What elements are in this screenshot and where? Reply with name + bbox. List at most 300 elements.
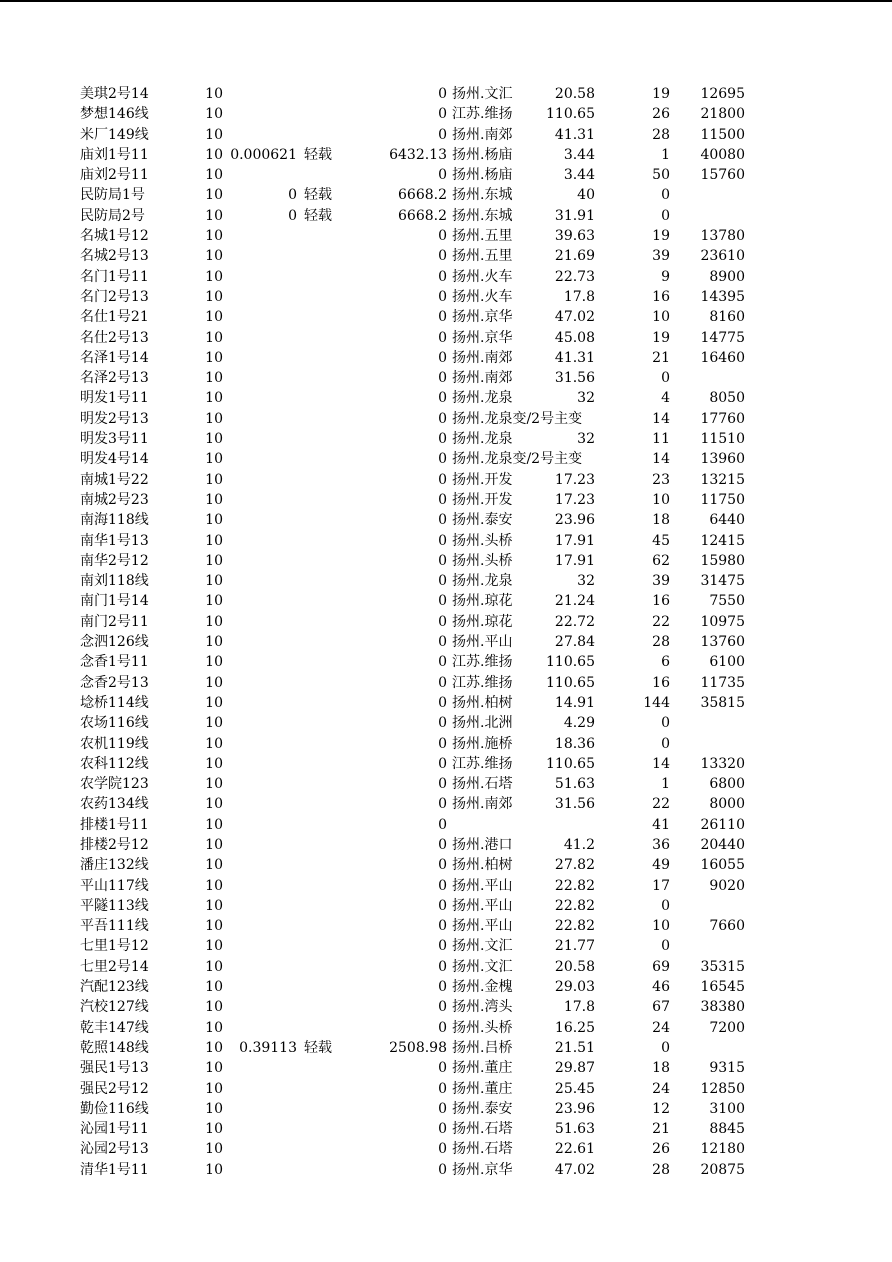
feeder-name-cell[interactable]: 名仕2号13	[80, 329, 149, 346]
substation-cell[interactable]: 扬州.京华	[452, 309, 513, 326]
voltage-cell[interactable]: 10	[205, 471, 223, 488]
capacity-cell[interactable]: 23610	[700, 248, 745, 265]
transformer-count-cell[interactable]: 45	[652, 532, 670, 549]
voltage-cell[interactable]: 10	[205, 248, 223, 265]
capacity-cell[interactable]: 8000	[709, 796, 745, 813]
voltage-cell[interactable]: 10	[205, 715, 223, 732]
line-length-cell[interactable]: 39.63	[554, 228, 595, 245]
transformer-count-cell[interactable]: 19	[652, 86, 670, 102]
substation-cell[interactable]: 扬州.平山	[452, 897, 513, 914]
line-length-cell[interactable]: 51.63	[554, 1121, 595, 1138]
capacity-cell[interactable]: 10975	[700, 613, 745, 630]
voltage-cell[interactable]: 10	[205, 268, 223, 285]
transformer-count-cell[interactable]: 16	[652, 288, 670, 305]
capacity-cell[interactable]: 20875	[700, 1161, 745, 1178]
feeder-name-cell[interactable]: 平吾111线	[80, 918, 149, 935]
voltage-cell[interactable]: 10	[205, 410, 223, 427]
line-length-cell[interactable]: 110.65	[546, 654, 595, 671]
load-rate-cell[interactable]: 0.39113	[239, 1039, 297, 1056]
substation-cell[interactable]: 扬州.南郊	[452, 126, 513, 143]
voltage-cell[interactable]: 10	[205, 979, 223, 996]
capacity-cell[interactable]: 31475	[700, 573, 745, 590]
load-value-cell[interactable]: 0	[438, 268, 447, 285]
voltage-cell[interactable]: 10	[205, 694, 223, 711]
feeder-name-cell[interactable]: 勤俭116线	[80, 1100, 149, 1117]
load-value-cell[interactable]: 0	[438, 288, 447, 305]
load-value-cell[interactable]: 0	[438, 349, 447, 366]
capacity-cell[interactable]: 13780	[700, 228, 745, 245]
load-value-cell[interactable]: 0	[438, 167, 447, 184]
line-length-cell[interactable]: 17.23	[554, 471, 595, 488]
voltage-cell[interactable]: 10	[205, 1019, 223, 1036]
feeder-name-cell[interactable]: 南城1号22	[80, 471, 149, 488]
capacity-cell[interactable]: 13320	[700, 755, 745, 772]
line-length-cell[interactable]: 51.63	[554, 776, 595, 793]
load-status-cell[interactable]: 轻载	[304, 187, 332, 204]
substation-cell[interactable]: 扬州.东城	[452, 207, 513, 224]
transformer-count-cell[interactable]: 46	[652, 979, 670, 996]
substation-cell[interactable]: 扬州.南郊	[452, 796, 513, 813]
transformer-count-cell[interactable]: 26	[652, 1141, 670, 1158]
load-value-cell[interactable]: 0	[438, 877, 447, 894]
transformer-count-cell[interactable]: 14	[652, 755, 670, 772]
load-value-cell[interactable]: 0	[438, 86, 447, 102]
line-length-cell[interactable]: 25.45	[554, 1080, 595, 1097]
substation-cell[interactable]: 扬州.金槐	[452, 979, 513, 996]
feeder-name-cell[interactable]: 名城1号12	[80, 228, 149, 245]
capacity-cell[interactable]: 26110	[700, 816, 745, 833]
substation-cell[interactable]: 扬州.头桥	[452, 1019, 513, 1036]
feeder-name-cell[interactable]: 南华2号12	[80, 552, 149, 569]
line-length-cell[interactable]: 110.65	[546, 755, 595, 772]
transformer-count-cell[interactable]: 1	[661, 776, 670, 793]
voltage-cell[interactable]: 10	[205, 999, 223, 1016]
load-value-cell[interactable]: 0	[438, 370, 447, 387]
voltage-cell[interactable]: 10	[205, 288, 223, 305]
transformer-count-cell[interactable]: 18	[652, 512, 670, 529]
voltage-cell[interactable]: 10	[205, 674, 223, 691]
substation-cell[interactable]: 扬州.龙泉	[452, 390, 513, 407]
substation-cell[interactable]: 扬州.港口	[452, 836, 513, 853]
transformer-count-cell[interactable]: 39	[652, 573, 670, 590]
capacity-cell[interactable]: 14775	[700, 329, 745, 346]
voltage-cell[interactable]: 10	[205, 836, 223, 853]
line-length-cell[interactable]: 41.2	[563, 836, 595, 853]
load-value-cell[interactable]: 0	[438, 715, 447, 732]
line-length-cell[interactable]: 18.36	[554, 735, 595, 752]
load-value-cell[interactable]: 2508.98	[389, 1039, 447, 1056]
load-value-cell[interactable]: 0	[438, 471, 447, 488]
line-length-cell[interactable]: 17.23	[554, 491, 595, 508]
voltage-cell[interactable]: 10	[205, 877, 223, 894]
line-length-cell[interactable]: 29.87	[554, 1060, 595, 1077]
voltage-cell[interactable]: 10	[205, 126, 223, 143]
voltage-cell[interactable]: 10	[205, 1121, 223, 1138]
feeder-name-cell[interactable]: 名泽1号14	[80, 349, 149, 366]
line-length-cell[interactable]: 32	[577, 390, 595, 407]
substation-cell[interactable]: 扬州.石塔	[452, 1141, 513, 1158]
line-length-cell[interactable]: 23.96	[554, 1100, 595, 1117]
line-length-cell[interactable]: 22.82	[554, 877, 595, 894]
line-length-cell[interactable]: 17.91	[554, 532, 595, 549]
load-value-cell[interactable]: 0	[438, 1080, 447, 1097]
load-value-cell[interactable]: 0	[438, 897, 447, 914]
feeder-name-cell[interactable]: 明发1号11	[80, 390, 149, 407]
line-length-cell[interactable]: 22.72	[554, 613, 595, 630]
load-value-cell[interactable]: 0	[438, 248, 447, 265]
load-value-cell[interactable]: 0	[438, 309, 447, 326]
substation-cell[interactable]: 扬州.文汇	[452, 958, 513, 975]
line-length-cell[interactable]: 16.25	[554, 1019, 595, 1036]
line-length-cell[interactable]: 3.44	[563, 167, 595, 184]
substation-cell[interactable]: 江苏.维扬	[452, 106, 513, 123]
feeder-name-cell[interactable]: 农科112线	[80, 755, 149, 772]
load-value-cell[interactable]: 0	[438, 938, 447, 955]
capacity-cell[interactable]: 9315	[709, 1060, 745, 1077]
load-value-cell[interactable]: 0	[438, 979, 447, 996]
voltage-cell[interactable]: 10	[205, 1100, 223, 1117]
capacity-cell[interactable]: 12180	[700, 1141, 745, 1158]
capacity-cell[interactable]: 8900	[709, 268, 745, 285]
feeder-name-cell[interactable]: 南刘118线	[80, 573, 149, 590]
load-value-cell[interactable]: 6668.2	[398, 187, 447, 204]
capacity-cell[interactable]: 15760	[700, 167, 745, 184]
line-length-cell[interactable]: 22.73	[554, 268, 595, 285]
voltage-cell[interactable]: 10	[205, 654, 223, 671]
line-length-cell[interactable]: 17.8	[563, 288, 595, 305]
feeder-name-cell[interactable]: 农学院123	[80, 776, 149, 793]
voltage-cell[interactable]: 10	[205, 106, 223, 123]
voltage-cell[interactable]: 10	[205, 938, 223, 955]
capacity-cell[interactable]: 8050	[709, 390, 745, 407]
load-value-cell[interactable]: 0	[438, 228, 447, 245]
substation-cell[interactable]: 扬州.湾头	[452, 999, 513, 1016]
substation-cell[interactable]: 扬州.头桥	[452, 532, 513, 549]
feeder-name-cell[interactable]: 明发2号13	[80, 410, 149, 427]
load-value-cell[interactable]: 0	[438, 512, 447, 529]
transformer-count-cell[interactable]: 28	[652, 126, 670, 143]
load-value-cell[interactable]: 0	[438, 654, 447, 671]
transformer-count-cell[interactable]: 21	[652, 349, 670, 366]
capacity-cell[interactable]: 7550	[709, 593, 745, 610]
line-length-cell[interactable]: 27.82	[554, 857, 595, 874]
line-length-cell[interactable]: 110.65	[546, 674, 595, 691]
line-length-cell[interactable]: 31.56	[554, 796, 595, 813]
substation-cell[interactable]: 扬州.开发	[452, 491, 513, 508]
capacity-cell[interactable]: 35815	[700, 694, 745, 711]
load-value-cell[interactable]: 0	[438, 390, 447, 407]
line-length-cell[interactable]: 27.84	[554, 634, 595, 651]
substation-cell[interactable]: 扬州.琼花	[452, 613, 513, 630]
feeder-name-cell[interactable]: 南海118线	[80, 512, 149, 529]
transformer-count-cell[interactable]: 36	[652, 836, 670, 853]
capacity-cell[interactable]: 13960	[700, 451, 745, 468]
transformer-count-cell[interactable]: 14	[652, 410, 670, 427]
line-length-cell[interactable]: 21.24	[554, 593, 595, 610]
voltage-cell[interactable]: 10	[205, 897, 223, 914]
substation-cell[interactable]: 扬州.东城	[452, 187, 513, 204]
voltage-cell[interactable]: 10	[205, 349, 223, 366]
line-length-cell[interactable]: 17.8	[563, 999, 595, 1016]
transformer-count-cell[interactable]: 9	[661, 268, 670, 285]
feeder-name-cell[interactable]: 强民1号13	[80, 1060, 149, 1077]
line-length-cell[interactable]: 21.77	[554, 938, 595, 955]
feeder-name-cell[interactable]: 平山117线	[80, 877, 149, 894]
feeder-name-cell[interactable]: 沁园1号11	[80, 1121, 149, 1138]
feeder-name-cell[interactable]: 强民2号12	[80, 1080, 149, 1097]
voltage-cell[interactable]: 10	[205, 816, 223, 833]
voltage-cell[interactable]: 10	[205, 228, 223, 245]
feeder-name-cell[interactable]: 南门1号14	[80, 593, 149, 610]
substation-cell[interactable]: 扬州.施桥	[452, 735, 513, 752]
voltage-cell[interactable]: 10	[205, 755, 223, 772]
line-length-cell[interactable]: 22.82	[554, 918, 595, 935]
feeder-name-cell[interactable]: 七里2号14	[80, 958, 149, 975]
feeder-name-cell[interactable]: 清华1号11	[80, 1161, 149, 1178]
capacity-cell[interactable]: 15980	[700, 552, 745, 569]
line-length-cell[interactable]: 31.91	[554, 207, 595, 224]
substation-cell[interactable]: 扬州.京华	[452, 1161, 513, 1178]
voltage-cell[interactable]: 10	[205, 1141, 223, 1158]
line-length-cell[interactable]: 47.02	[554, 1161, 595, 1178]
load-value-cell[interactable]: 0	[438, 918, 447, 935]
capacity-cell[interactable]: 6440	[709, 512, 745, 529]
load-value-cell[interactable]: 0	[438, 1100, 447, 1117]
transformer-count-cell[interactable]: 19	[652, 329, 670, 346]
voltage-cell[interactable]: 10	[205, 552, 223, 569]
transformer-count-cell[interactable]: 17	[652, 877, 670, 894]
substation-cell[interactable]: 扬州.开发	[452, 471, 513, 488]
feeder-name-cell[interactable]: 名门2号13	[80, 288, 149, 305]
load-value-cell[interactable]: 0	[438, 816, 447, 833]
line-length-cell[interactable]: 21.69	[554, 248, 595, 265]
load-value-cell[interactable]: 0	[438, 634, 447, 651]
substation-cell[interactable]: 扬州.文汇	[452, 86, 513, 102]
load-value-cell[interactable]: 6432.13	[389, 146, 447, 163]
transformer-count-cell[interactable]: 0	[661, 897, 670, 914]
load-status-cell[interactable]: 轻载	[304, 207, 332, 224]
capacity-cell[interactable]: 16055	[700, 857, 745, 874]
feeder-name-cell[interactable]: 米厂149线	[80, 126, 149, 143]
line-length-cell[interactable]: 32	[577, 573, 595, 590]
feeder-name-cell[interactable]: 念香1号11	[80, 654, 149, 671]
transformer-count-cell[interactable]: 50	[652, 167, 670, 184]
line-length-cell[interactable]: 45.08	[554, 329, 595, 346]
feeder-name-cell[interactable]: 埝桥114线	[80, 694, 149, 711]
voltage-cell[interactable]: 10	[205, 1080, 223, 1097]
transformer-count-cell[interactable]: 69	[652, 958, 670, 975]
voltage-cell[interactable]: 10	[205, 593, 223, 610]
substation-cell[interactable]: 扬州.柏树	[452, 694, 513, 711]
substation-cell[interactable]: 扬州.头桥	[452, 552, 513, 569]
transformer-count-cell[interactable]: 24	[652, 1019, 670, 1036]
substation-cell[interactable]: 扬州.龙泉	[452, 573, 513, 590]
capacity-cell[interactable]: 12695	[700, 86, 745, 102]
voltage-cell[interactable]: 10	[205, 1060, 223, 1077]
transformer-count-cell[interactable]: 10	[652, 309, 670, 326]
capacity-cell[interactable]: 7660	[709, 918, 745, 935]
capacity-cell[interactable]: 35315	[700, 958, 745, 975]
transformer-count-cell[interactable]: 62	[652, 552, 670, 569]
load-value-cell[interactable]: 0	[438, 755, 447, 772]
voltage-cell[interactable]: 10	[205, 958, 223, 975]
transformer-count-cell[interactable]: 144	[643, 694, 670, 711]
voltage-cell[interactable]: 10	[205, 491, 223, 508]
substation-cell[interactable]: 扬州.泰安	[452, 512, 513, 529]
load-value-cell[interactable]: 0	[438, 106, 447, 123]
feeder-name-cell[interactable]: 七里1号12	[80, 938, 149, 955]
load-value-cell[interactable]: 0	[438, 491, 447, 508]
transformer-count-cell[interactable]: 12	[652, 1100, 670, 1117]
capacity-cell[interactable]: 11750	[700, 491, 745, 508]
feeder-name-cell[interactable]: 名门1号11	[80, 268, 149, 285]
transformer-count-cell[interactable]: 41	[652, 816, 670, 833]
substation-cell[interactable]: 扬州.五里	[452, 228, 513, 245]
feeder-name-cell[interactable]: 排楼1号11	[80, 816, 149, 833]
load-value-cell[interactable]: 0	[438, 593, 447, 610]
voltage-cell[interactable]: 10	[205, 146, 223, 163]
substation-cell[interactable]: 江苏.维扬	[452, 755, 513, 772]
feeder-name-cell[interactable]: 沁园2号13	[80, 1141, 149, 1158]
substation-cell[interactable]: 扬州.龙泉变/2号主变	[452, 410, 583, 427]
transformer-count-cell[interactable]: 28	[652, 634, 670, 651]
substation-cell[interactable]: 扬州.平山	[452, 918, 513, 935]
transformer-count-cell[interactable]: 28	[652, 1161, 670, 1178]
substation-cell[interactable]: 扬州.五里	[452, 248, 513, 265]
transformer-count-cell[interactable]: 10	[652, 491, 670, 508]
substation-cell[interactable]: 扬州.柏树	[452, 857, 513, 874]
voltage-cell[interactable]: 10	[205, 431, 223, 448]
feeder-name-cell[interactable]: 农机119线	[80, 735, 149, 752]
feeder-name-cell[interactable]: 念香2号13	[80, 674, 149, 691]
transformer-count-cell[interactable]: 4	[661, 390, 670, 407]
voltage-cell[interactable]: 10	[205, 857, 223, 874]
capacity-cell[interactable]: 14395	[700, 288, 745, 305]
load-rate-cell[interactable]: 0	[288, 187, 297, 204]
capacity-cell[interactable]: 8845	[709, 1121, 745, 1138]
transformer-count-cell[interactable]: 0	[661, 715, 670, 732]
voltage-cell[interactable]: 10	[205, 390, 223, 407]
voltage-cell[interactable]: 10	[205, 735, 223, 752]
load-value-cell[interactable]: 0	[438, 694, 447, 711]
line-length-cell[interactable]: 21.51	[554, 1039, 595, 1056]
line-length-cell[interactable]: 41.31	[554, 126, 595, 143]
capacity-cell[interactable]: 20440	[700, 836, 745, 853]
load-value-cell[interactable]: 0	[438, 857, 447, 874]
transformer-count-cell[interactable]: 0	[661, 207, 670, 224]
transformer-count-cell[interactable]: 6	[661, 654, 670, 671]
feeder-name-cell[interactable]: 南华1号13	[80, 532, 149, 549]
voltage-cell[interactable]: 10	[205, 187, 223, 204]
capacity-cell[interactable]: 11735	[700, 674, 745, 691]
substation-cell[interactable]: 扬州.火车	[452, 288, 513, 305]
substation-cell[interactable]: 扬州.董庄	[452, 1060, 513, 1077]
load-rate-cell[interactable]: 0.000621	[230, 146, 297, 163]
transformer-count-cell[interactable]: 22	[652, 613, 670, 630]
feeder-name-cell[interactable]: 排楼2号12	[80, 836, 149, 853]
feeder-name-cell[interactable]: 美琪2号14	[80, 86, 149, 102]
capacity-cell[interactable]: 16545	[700, 979, 745, 996]
capacity-cell[interactable]: 3100	[709, 1100, 745, 1117]
load-value-cell[interactable]: 0	[438, 451, 447, 468]
transformer-count-cell[interactable]: 21	[652, 1121, 670, 1138]
substation-cell[interactable]: 扬州.平山	[452, 877, 513, 894]
feeder-name-cell[interactable]: 明发4号14	[80, 451, 149, 468]
substation-cell[interactable]: 扬州.文汇	[452, 938, 513, 955]
line-length-cell[interactable]: 22.82	[554, 897, 595, 914]
transformer-count-cell[interactable]: 11	[652, 431, 670, 448]
transformer-count-cell[interactable]: 0	[661, 370, 670, 387]
substation-cell[interactable]: 扬州.董庄	[452, 1080, 513, 1097]
load-value-cell[interactable]: 0	[438, 674, 447, 691]
voltage-cell[interactable]: 10	[205, 573, 223, 590]
voltage-cell[interactable]: 10	[205, 512, 223, 529]
line-length-cell[interactable]: 29.03	[554, 979, 595, 996]
load-value-cell[interactable]: 0	[438, 999, 447, 1016]
capacity-cell[interactable]: 9020	[709, 877, 745, 894]
capacity-cell[interactable]: 40080	[700, 146, 745, 163]
voltage-cell[interactable]: 10	[205, 776, 223, 793]
load-status-cell[interactable]: 轻载	[304, 1039, 332, 1056]
line-length-cell[interactable]: 47.02	[554, 309, 595, 326]
transformer-count-cell[interactable]: 0	[661, 735, 670, 752]
load-value-cell[interactable]: 0	[438, 410, 447, 427]
line-length-cell[interactable]: 32	[577, 431, 595, 448]
load-value-cell[interactable]: 0	[438, 836, 447, 853]
capacity-cell[interactable]: 38380	[700, 999, 745, 1016]
substation-cell[interactable]: 扬州.龙泉变/2号主变	[452, 451, 583, 468]
substation-cell[interactable]: 扬州.杨庙	[452, 167, 513, 184]
feeder-name-cell[interactable]: 汽校127线	[80, 999, 149, 1016]
capacity-cell[interactable]: 21800	[700, 106, 745, 123]
transformer-count-cell[interactable]: 23	[652, 471, 670, 488]
feeder-name-cell[interactable]: 潘庄132线	[80, 857, 149, 874]
capacity-cell[interactable]: 11500	[700, 126, 745, 143]
capacity-cell[interactable]: 8160	[709, 309, 745, 326]
line-length-cell[interactable]: 20.58	[554, 958, 595, 975]
voltage-cell[interactable]: 10	[205, 634, 223, 651]
transformer-count-cell[interactable]: 18	[652, 1060, 670, 1077]
feeder-name-cell[interactable]: 民防局2号	[80, 207, 145, 224]
voltage-cell[interactable]: 10	[205, 451, 223, 468]
feeder-name-cell[interactable]: 梦想146线	[80, 106, 149, 123]
substation-cell[interactable]: 扬州.北洲	[452, 715, 513, 732]
feeder-name-cell[interactable]: 明发3号11	[80, 431, 149, 448]
load-value-cell[interactable]: 0	[438, 1121, 447, 1138]
transformer-count-cell[interactable]: 0	[661, 1039, 670, 1056]
voltage-cell[interactable]: 10	[205, 370, 223, 387]
capacity-cell[interactable]: 13760	[700, 634, 745, 651]
capacity-cell[interactable]: 13215	[700, 471, 745, 488]
feeder-name-cell[interactable]: 庙刘2号11	[80, 167, 149, 184]
load-rate-cell[interactable]: 0	[288, 207, 297, 224]
substation-cell[interactable]: 扬州.平山	[452, 634, 513, 651]
transformer-count-cell[interactable]: 26	[652, 106, 670, 123]
feeder-name-cell[interactable]: 农场116线	[80, 715, 149, 732]
load-value-cell[interactable]: 0	[438, 796, 447, 813]
capacity-cell[interactable]: 16460	[700, 349, 745, 366]
load-value-cell[interactable]: 0	[438, 1060, 447, 1077]
capacity-cell[interactable]: 12850	[700, 1080, 745, 1097]
line-length-cell[interactable]: 41.31	[554, 349, 595, 366]
transformer-count-cell[interactable]: 1	[661, 146, 670, 163]
line-length-cell[interactable]: 22.61	[554, 1141, 595, 1158]
feeder-name-cell[interactable]: 民防局1号	[80, 187, 145, 204]
substation-cell[interactable]: 扬州.南郊	[452, 349, 513, 366]
load-value-cell[interactable]: 0	[438, 431, 447, 448]
load-value-cell[interactable]: 0	[438, 552, 447, 569]
load-value-cell[interactable]: 0	[438, 1161, 447, 1178]
